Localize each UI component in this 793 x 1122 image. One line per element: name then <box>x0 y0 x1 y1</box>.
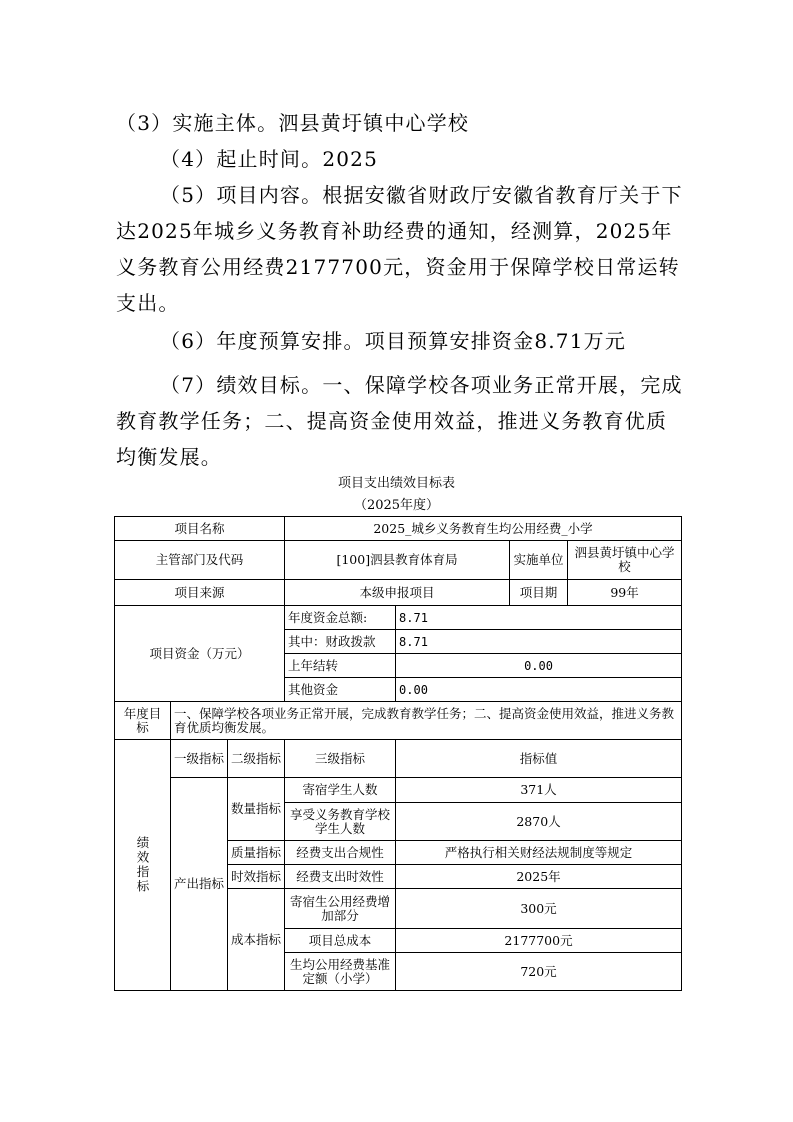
val-boarding: 371人 <box>396 778 682 803</box>
funds-other-label: 其他资金 <box>285 678 396 702</box>
funds-other-value: 0.00 <box>396 678 682 702</box>
funds-label: 项目资金（万元） <box>115 606 285 702</box>
funds-carryover-label: 上年结转 <box>285 654 396 678</box>
impl-label: 实施单位 <box>510 541 568 580</box>
impl-value: 泗县黄圩镇中心学校 <box>568 541 682 580</box>
project-name-value: 2025_城乡义务教育生均公用经费_小学 <box>285 517 682 541</box>
val-per-student: 720元 <box>396 953 682 991</box>
paragraph-budget: （6）年度预算安排。项目预算安排资金8.71万元 <box>160 329 627 353</box>
hdr-level2: 二级指标 <box>228 740 285 778</box>
paragraph-time: （4）起止时间。2025 <box>160 147 379 171</box>
ind-boarding: 寄宿学生人数 <box>285 778 396 803</box>
annual-goal-label: 年度目标 <box>115 702 171 740</box>
level1-output: 产出指标 <box>171 778 228 991</box>
period-label: 项目期 <box>510 580 568 606</box>
table-title: 项目支出绩效目标表 <box>337 476 455 491</box>
perf-indicator-label: 绩效指标 <box>115 740 171 991</box>
source-label: 项目来源 <box>115 580 285 606</box>
paragraph-goal: （7）绩效目标。一、保障学校各项业务正常开展，完成教育教学任务；二、提高资金使用效益，推进义务教育优质均衡发展。 <box>116 373 683 469</box>
funds-fiscal-value: 8.71 <box>396 630 682 654</box>
val-enjoy: 2870人 <box>396 803 682 841</box>
funds-total-label: 年度资金总额: <box>285 606 396 630</box>
hdr-level1: 一级指标 <box>171 740 228 778</box>
paragraph-implementer: （3）实施主体。泗县黄圩镇中心学校 <box>116 111 470 135</box>
source-value: 本级申报项目 <box>285 580 510 606</box>
dept-value: [100]泗县教育体育局 <box>285 541 510 580</box>
paragraph-content: （5）项目内容。根据安徽省财政厅安徽省教育厅关于下达2025年城乡义务教育补助经费的通知，经测算，2025年义务教育公用经费2177700元，资金用于保障学校日常运转支出。 <box>116 183 683 315</box>
ind-enjoy: 享受义务教育学校学生人数 <box>285 803 396 841</box>
val-compliance: 严格执行相关财经法规制度等规定 <box>396 841 682 865</box>
quantity-indicator: 数量指标 <box>228 778 285 841</box>
cost-indicator: 成本指标 <box>228 889 285 991</box>
period-value: 99年 <box>568 580 682 606</box>
project-name-label: 项目名称 <box>115 517 285 541</box>
ind-per-student: 生均公用经费基准定额（小学） <box>285 953 396 991</box>
val-boarding-add: 300元 <box>396 889 682 929</box>
timeliness-indicator: 时效指标 <box>228 865 285 889</box>
val-timeliness: 2025年 <box>396 865 682 889</box>
val-total-cost: 2177700元 <box>396 929 682 953</box>
table-year: （2025年度） <box>353 498 440 513</box>
ind-compliance: 经费支出合规性 <box>285 841 396 865</box>
hdr-value: 指标值 <box>396 740 682 778</box>
ind-total-cost: 项目总成本 <box>285 929 396 953</box>
quality-indicator: 质量指标 <box>228 841 285 865</box>
ind-boarding-add: 寄宿生公用经费增加部分 <box>285 889 396 929</box>
funds-carryover-value: 0.00 <box>396 654 682 678</box>
funds-fiscal-label: 其中：财政拨款 <box>285 630 396 654</box>
hdr-level3: 三级指标 <box>285 740 396 778</box>
performance-table <box>114 516 682 991</box>
dept-label: 主管部门及代码 <box>115 541 285 580</box>
annual-goal-value: 一、保障学校各项业务正常开展，完成教育教学任务；二、提高资金使用效益，推进义务教育优质均衡发展。 <box>171 702 682 740</box>
funds-total-value: 8.71 <box>396 606 682 630</box>
ind-timeliness: 经费支出时效性 <box>285 865 396 889</box>
